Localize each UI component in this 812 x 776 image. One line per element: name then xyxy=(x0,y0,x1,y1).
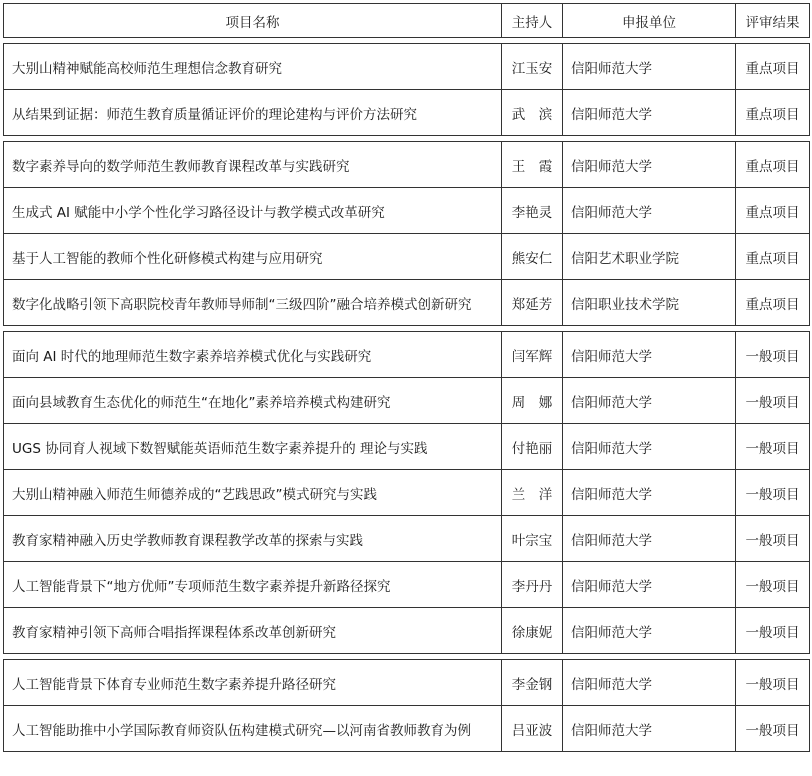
organization-cell: 信阳职业技术学院 xyxy=(563,280,736,326)
project-name-cell: UGS 协同育人视域下数智赋能英语师范生数字素养提升的 理论与实践 xyxy=(4,424,502,470)
organization-cell: 信阳师范大学 xyxy=(563,706,736,752)
host-cell: 王 霞 xyxy=(502,142,563,188)
result-cell: 重点项目 xyxy=(736,234,810,280)
table-header-row xyxy=(4,4,810,38)
table-row xyxy=(4,142,810,188)
host-cell: 熊安仁 xyxy=(502,234,563,280)
project-name-cell: 从结果到证据：师范生教育质量循证评价的理论建构与评价方法研究 xyxy=(4,90,502,136)
organization-cell: 信阳师范大学 xyxy=(563,608,736,654)
table-row xyxy=(4,280,810,326)
organization-cell: 信阳师范大学 xyxy=(563,470,736,516)
organization-cell: 信阳师范大学 xyxy=(563,378,736,424)
result-cell: 一般项目 xyxy=(736,660,810,706)
header-host: 主持人 xyxy=(502,4,563,38)
table-row xyxy=(4,332,810,378)
organization-cell: 信阳师范大学 xyxy=(563,516,736,562)
project-name-cell: 人工智能助推中小学国际教育师资队伍构建模式研究—以河南省教师教育为例 xyxy=(4,706,502,752)
project-name-cell: 基于人工智能的教师个性化研修模式构建与应用研究 xyxy=(4,234,502,280)
header-project-name: 项目名称 xyxy=(4,4,502,38)
organization-cell: 信阳师范大学 xyxy=(563,188,736,234)
organization-cell: 信阳师范大学 xyxy=(563,332,736,378)
result-cell: 一般项目 xyxy=(736,470,810,516)
result-cell: 一般项目 xyxy=(736,516,810,562)
table-row xyxy=(4,706,810,752)
result-cell: 一般项目 xyxy=(736,608,810,654)
project-name-cell: 面向县域教育生态优化的师范生“在地化”素养培养模式构建研究 xyxy=(4,378,502,424)
result-cell: 一般项目 xyxy=(736,378,810,424)
result-cell: 一般项目 xyxy=(736,706,810,752)
result-cell: 重点项目 xyxy=(736,188,810,234)
host-cell: 吕亚波 xyxy=(502,706,563,752)
project-name-cell: 教育家精神融入历史学教师教育课程教学改革的探索与实践 xyxy=(4,516,502,562)
host-cell: 郑延芳 xyxy=(502,280,563,326)
project-name-cell: 人工智能背景下体育专业师范生数字素养提升路径研究 xyxy=(4,660,502,706)
project-review-table xyxy=(3,3,810,752)
host-cell: 江玉安 xyxy=(502,44,563,90)
organization-cell: 信阳艺术职业学院 xyxy=(563,234,736,280)
result-cell: 重点项目 xyxy=(736,142,810,188)
host-cell: 李金钢 xyxy=(502,660,563,706)
table-row xyxy=(4,562,810,608)
result-cell: 重点项目 xyxy=(736,90,810,136)
organization-cell: 信阳师范大学 xyxy=(563,44,736,90)
table-row xyxy=(4,516,810,562)
header-organization: 申报单位 xyxy=(563,4,736,38)
project-name-cell: 生成式 AI 赋能中小学个性化学习路径设计与教学模式改革研究 xyxy=(4,188,502,234)
header-result: 评审结果 xyxy=(736,4,810,38)
table-body xyxy=(4,38,810,752)
table-row xyxy=(4,608,810,654)
organization-cell: 信阳师范大学 xyxy=(563,142,736,188)
host-cell: 李丹丹 xyxy=(502,562,563,608)
project-name-cell: 数字素养导向的数学师范生教师教育课程改革与实践研究 xyxy=(4,142,502,188)
project-name-cell: 面向 AI 时代的地理师范生数字素养培养模式优化与实践研究 xyxy=(4,332,502,378)
project-name-cell: 数字化战略引领下高职院校青年教师导师制“三级四阶”融合培养模式创新研究 xyxy=(4,280,502,326)
organization-cell: 信阳师范大学 xyxy=(563,424,736,470)
host-cell: 李艳灵 xyxy=(502,188,563,234)
project-name-cell: 人工智能背景下“地方优师”专项师范生数字素养提升新路径探究 xyxy=(4,562,502,608)
host-cell: 闫军辉 xyxy=(502,332,563,378)
table-row xyxy=(4,188,810,234)
host-cell: 武 滨 xyxy=(502,90,563,136)
organization-cell: 信阳师范大学 xyxy=(563,562,736,608)
table-row xyxy=(4,234,810,280)
host-cell: 叶宗宝 xyxy=(502,516,563,562)
host-cell: 付艳丽 xyxy=(502,424,563,470)
result-cell: 重点项目 xyxy=(736,280,810,326)
host-cell: 兰 洋 xyxy=(502,470,563,516)
table-row xyxy=(4,90,810,136)
host-cell: 周 娜 xyxy=(502,378,563,424)
project-name-cell: 教育家精神引领下高师合唱指挥课程体系改革创新研究 xyxy=(4,608,502,654)
result-cell: 一般项目 xyxy=(736,562,810,608)
host-cell: 徐康妮 xyxy=(502,608,563,654)
organization-cell: 信阳师范大学 xyxy=(563,660,736,706)
project-name-cell: 大别山精神赋能高校师范生理想信念教育研究 xyxy=(4,44,502,90)
project-name-cell: 大别山精神融入师范生师德养成的“艺践思政”模式研究与实践 xyxy=(4,470,502,516)
result-cell: 一般项目 xyxy=(736,424,810,470)
table-row xyxy=(4,660,810,706)
table-row xyxy=(4,44,810,90)
result-cell: 一般项目 xyxy=(736,332,810,378)
organization-cell: 信阳师范大学 xyxy=(563,90,736,136)
table-row xyxy=(4,470,810,516)
result-cell: 重点项目 xyxy=(736,44,810,90)
table-row xyxy=(4,424,810,470)
table-row xyxy=(4,378,810,424)
